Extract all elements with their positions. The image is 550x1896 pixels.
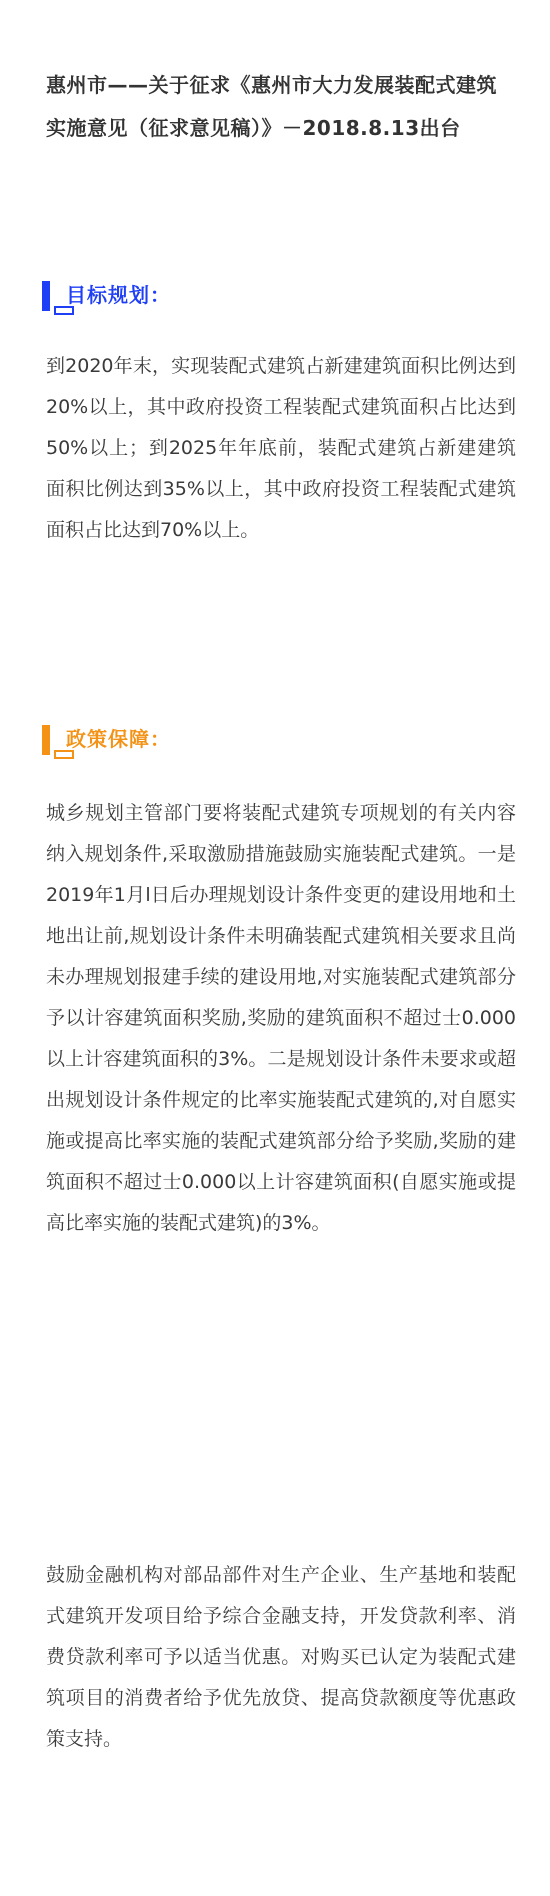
paragraph-policy-planning: 城乡规划主管部门要将装配式建筑专项规划的有关内容纳入规划条件,采取激励措施鼓励实施装配式建筑。一是2019年1月l日后办理规划设计条件变更的建设用地和土地出让前,规划设计条件未明确装配式建筑相关要求且尚未办理规划报建手续的建设用地,对实施装配式建筑部分予以计容建筑面积奖励,奖励的建筑面积不超过士0.000以上计容建筑面积的3%。二是规划设计条件未要求或超出规划设计条件规定的比率实施装配式建筑的,对自愿实施或提高比率实施的装配式建筑部分给予奖励,奖励的建筑面积不超过士0.000以上计容建筑面积(自愿实施或提高比率实施的装配式建筑)的3%。 xyxy=(46,802,516,1234)
paragraph-policy-finance: 鼓励金融机构对部品部件对生产企业、生产基地和装配式建筑开发项目给予综合金融支持，开发贷款利率、消费贷款利率可予以适当优惠。对购买已认定为装配式建筑项目的消费者给予优先放贷、提高贷款额度等优惠政策支持。 xyxy=(46,1564,516,1750)
section-heading-text: 政策保障： xyxy=(66,727,171,751)
section-heading-policy xyxy=(42,722,342,772)
document-title: 惠州市——关于征求《惠州市大力发展装配式建筑实施意见（征求意见稿）》－2018.8.13出台 xyxy=(46,73,497,140)
section-heading-goals xyxy=(42,278,342,328)
section-heading-text: 目标规划： xyxy=(66,283,171,307)
heading-accent-bar-icon xyxy=(42,725,50,755)
heading-accent-bar-icon xyxy=(42,281,50,311)
paragraph-goals: 到2020年末，实现装配式建筑占新建建筑面积比例达到20%以上，其中政府投资工程装配式建筑面积占比达到50%以上；到2025年年底前，装配式建筑占新建建筑面积比例达到35%以上，其中政府投资工程装配式建筑面积占比达到70%以上。 xyxy=(46,355,516,541)
